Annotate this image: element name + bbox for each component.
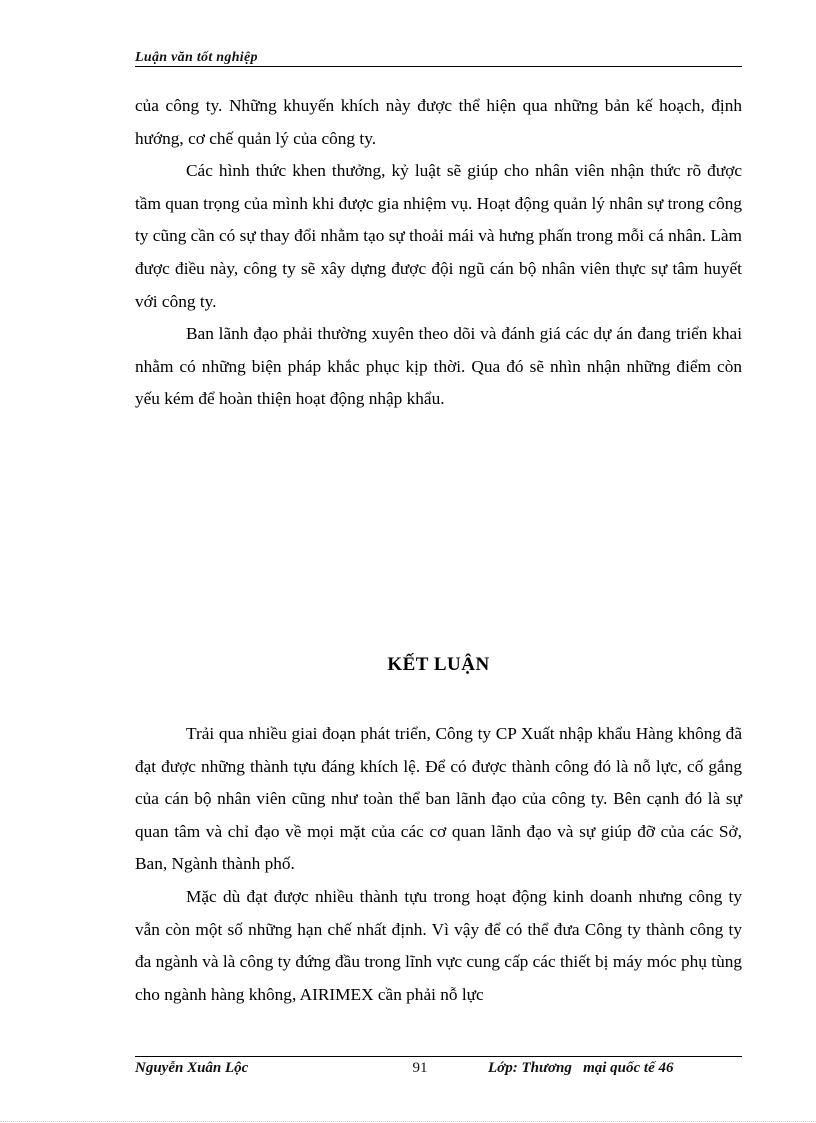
page-bottom-edge	[0, 1121, 816, 1122]
running-header-title: Luận văn tốt nghiệp	[135, 50, 258, 65]
conclusion-text-section	[135, 718, 742, 1011]
footer-divider	[135, 1056, 742, 1057]
header-divider	[135, 66, 742, 67]
top-text-section	[135, 90, 742, 416]
section-heading: KẾT LUẬN	[387, 654, 490, 675]
body-paragraph: Ban lãnh đạo phải thường xuyên theo dõi và đánh giá các dự án đang triển khai nhằm có những biện pháp khắc phục kịp thời. Qua đó sẽ nhìn nhận những điểm còn yếu kém để hoàn thiện hoạt động nhập khẩu.	[135, 324, 742, 409]
body-paragraph-continuation: của công ty. Những khuyến khích này được thể hiện qua những bản kế hoạch, định hướng, cơ chế quản lý của công ty.	[135, 96, 742, 148]
body-paragraph: Các hình thức khen thưởng, kỷ luật sẽ giúp cho nhân viên nhận thức rõ được tầm quan trọng của mình khi được gia nhiệm vụ. Hoạt động quản lý nhân sự trong công ty cũng cần có sự thay đổi nhằm tạo sự thoải mái và hưng phấn trong mỗi cá nhân. Làm được điều này, công ty sẽ xây dựng được đội ngũ cán bộ nhân viên thực sự tâm huyết với công ty.	[135, 161, 742, 311]
body-paragraph: Trải qua nhiều giai đoạn phát triển, Công ty CP Xuất nhập khẩu Hàng không đã đạt được những thành tựu đáng khích lệ. Để có được thành công đó là nỗ lực, cố gắng của cán bộ nhân viên cũng như toàn thể ban lãnh đạo của công ty. Bên cạnh đó là sự quan tâm và chỉ đạo về mọi mặt của các cơ quan lãnh đạo và sự giúp đỡ của các Sở, Ban, Ngành thành phố.	[135, 724, 742, 874]
footer-author: Nguyễn Xuân Lộc	[135, 1060, 249, 1076]
body-paragraph: Mặc dù đạt được nhiều thành tựu trong hoạt động kinh doanh nhưng công ty vẫn còn một số những hạn chế nhất định. Vì vậy để có thể đưa Công ty thành công ty đa ngành và là công ty đứng đầu trong lĩnh vực cung cấp các thiết bị máy móc phụ tùng cho ngành hàng không, AIRIMEX cần phải nỗ lực	[135, 886, 742, 1004]
footer-class-label: Lớp: Thương mại quốc tế 46	[488, 1060, 674, 1076]
page-number: 91	[412, 1060, 428, 1076]
